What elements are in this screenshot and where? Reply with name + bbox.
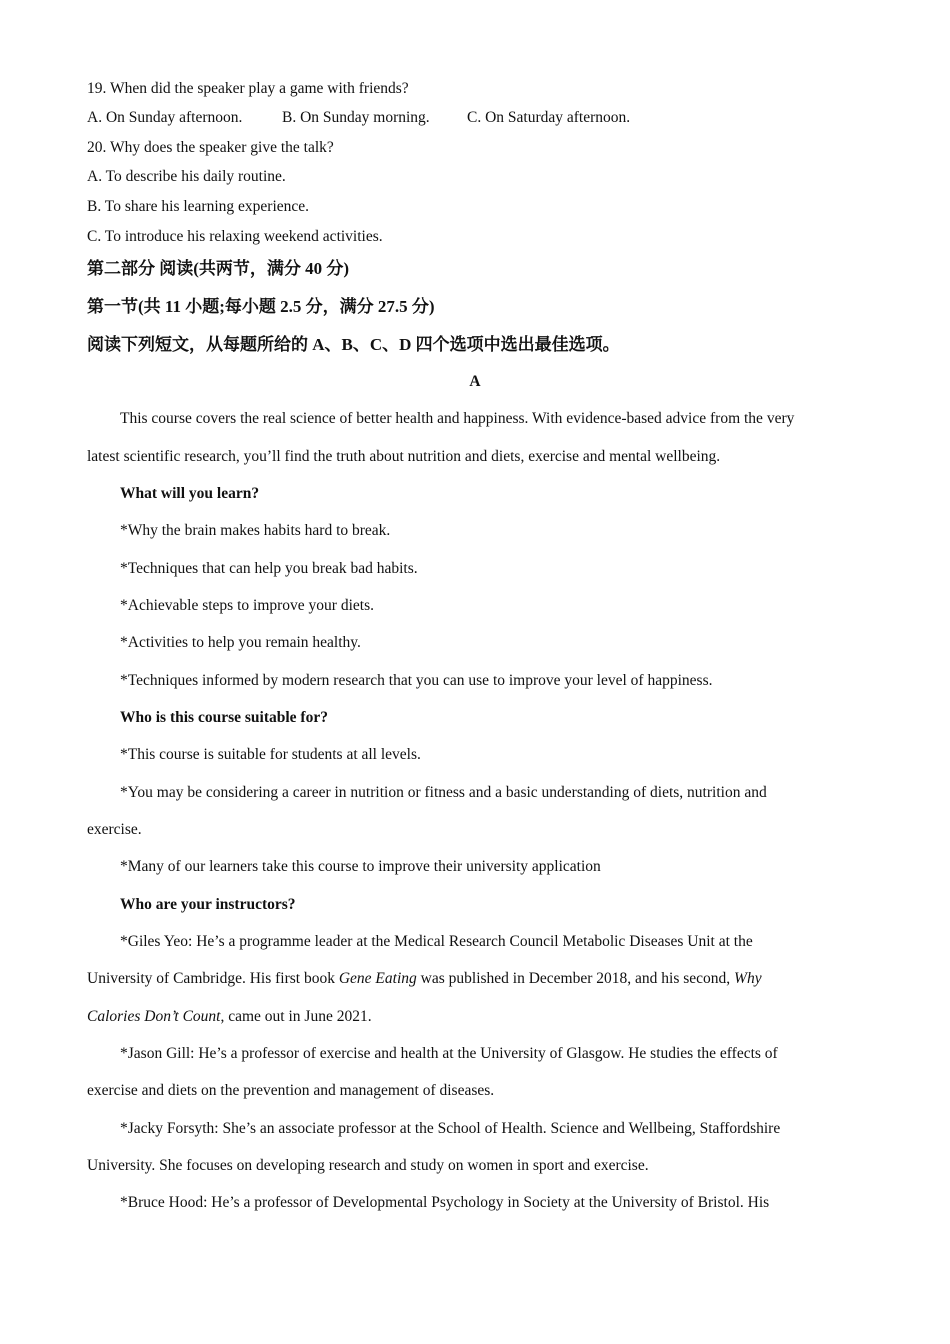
suitable-item-1: *This course is suitable for students at all levels. [120, 746, 421, 763]
question-19: 19. When did the speaker play a game with friends? [87, 80, 409, 97]
learn-item: *Why the brain makes habits hard to break. [120, 522, 391, 539]
learn-heading: What will you learn? [120, 485, 260, 502]
text-span: was published in December 2018, and his second, [416, 970, 735, 987]
text-span: , came out in June 2021. [220, 1008, 372, 1025]
q20-option-a: A. To describe his daily routine. [87, 168, 286, 185]
passage-letter: A [469, 373, 481, 390]
instructor-forsyth-line-2: University. She focuses on developing research and study on women in sport and exercise. [87, 1157, 649, 1174]
question-20: 20. Why does the speaker give the talk? [87, 139, 334, 156]
instructor-gill-line-2: exercise and diets on the prevention and management of diseases. [87, 1082, 495, 1099]
instructor-yeo-line-1: *Giles Yeo: He’s a programme leader at the Medical Research Council Metabolic Diseases Unit at the [120, 933, 753, 950]
book-title-gene-eating: Gene Eating [338, 970, 417, 987]
q19-option-c: C. On Saturday afternoon. [467, 109, 631, 126]
suitable-heading: Who is this course suitable for? [120, 709, 328, 726]
book-title-why-calories-part2: Calories Don’t Count [87, 1008, 221, 1025]
reading-instruction: 阅读下列短文，从每题所给的 A、B、C、D 四个选项中选出最佳选项。 [87, 335, 620, 354]
text-span: University of Cambridge. His first book [87, 970, 339, 987]
intro-line-2: latest scientific research, you’ll find the truth about nutrition and diets, exercise and mental wellbeing. [87, 448, 721, 465]
intro-line-1: This course covers the real science of better health and happiness. With evidence-based advice from the very [120, 410, 795, 427]
instructors-heading: Who are your instructors? [120, 896, 296, 913]
q20-option-b: B. To share his learning experience. [87, 198, 310, 215]
instructor-forsyth-line-1: *Jacky Forsyth: She’s an associate professor at the School of Health. Science and Wellbeing, Staffordshire [120, 1120, 781, 1137]
instructor-hood-line-1: *Bruce Hood: He’s a professor of Developmental Psychology in Society at the University of Bristol. His [120, 1194, 770, 1211]
learn-item: *Techniques informed by modern research that you can use to improve your level of happiness. [120, 672, 713, 689]
suitable-item-2-line-1: *You may be considering a career in nutrition or fitness and a basic understanding of diets, nutrition and [120, 784, 767, 801]
suitable-item-3: *Many of our learners take this course to improve their university application [120, 858, 601, 875]
learn-item: *Techniques that can help you break bad habits. [120, 560, 418, 577]
section1-title: 第一节(共 11 小题;每小题 2.5 分，满分 27.5 分) [87, 297, 435, 316]
part2-title: 第二部分 阅读(共两节，满分 40 分) [87, 259, 350, 278]
q19-option-a: A. On Sunday afternoon. [87, 109, 243, 126]
book-title-why-calories-part1: Why [734, 970, 762, 987]
q20-option-c: C. To introduce his relaxing weekend activities. [87, 228, 383, 245]
q19-option-b: B. On Sunday morning. [282, 109, 430, 126]
instructor-gill-line-1: *Jason Gill: He’s a professor of exercise and health at the University of Glasgow. He studies the effects of [120, 1045, 778, 1062]
learn-item: *Achievable steps to improve your diets. [120, 597, 374, 614]
instructor-yeo-line-3 [87, 1007, 372, 1027]
instructor-yeo-line-2 [87, 969, 762, 989]
learn-item: *Activities to help you remain healthy. [120, 634, 361, 651]
suitable-item-2-line-2: exercise. [87, 821, 142, 838]
